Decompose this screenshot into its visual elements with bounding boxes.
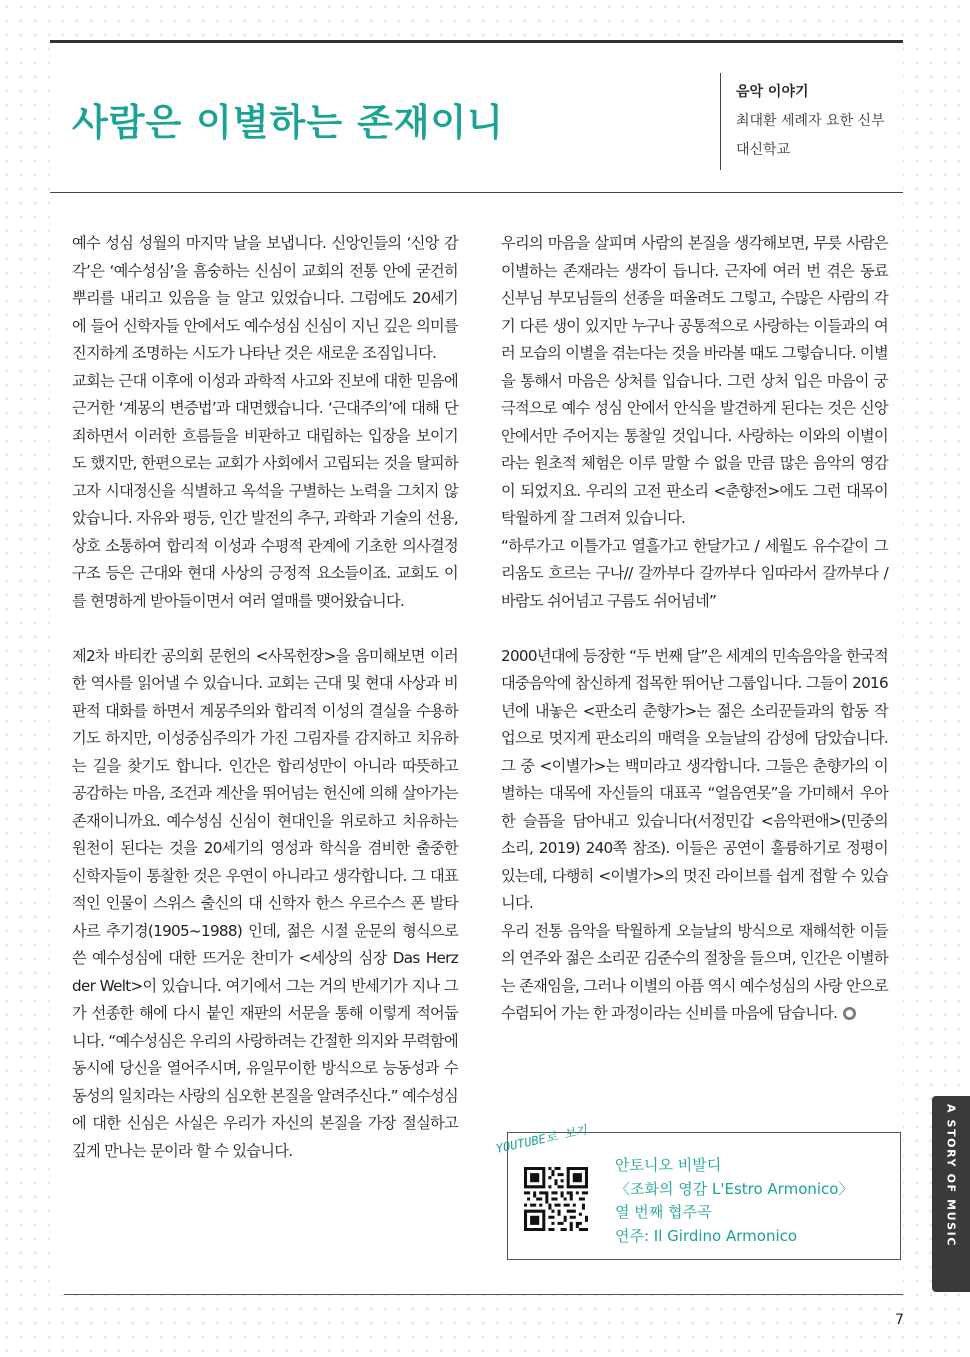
right-column [501, 230, 888, 1028]
qr-code-icon[interactable] [524, 1167, 588, 1231]
top-rule [50, 40, 903, 43]
youtube-recommendation-box [507, 1132, 901, 1260]
paragraph: 예수 성심 성월의 마지막 날을 보냅니다. 신앙인들의 ‘신앙 감각’은 ‘예수성심’을 흠숭하는 신심이 교회의 전통 안에 굳건히 뿌리를 내리고 있음을 늘 알고 있었습니다. 그럼에도 20세기에 들어 신학자들 안에서도 예수성심 신심이 지닌 깊은 의미를 진지하게 조명하는 시도가 나타난 것은 새로운 조짐입니다. [72, 234, 458, 362]
header-rule [50, 192, 903, 193]
bottom-rule [64, 1294, 903, 1295]
paragraph: 제2차 바티칸 공의회 문헌의 <사목헌장>을 음미해보면 이러한 역사를 읽어낼 수 있습니다. 교회는 근대 및 현대 사상과 비판적 대화를 하면서 계몽주의와 합리적 이성의 결실을 수용하기도 하지만, 이성중심주의가 가진 그림자를 감지하고 치유하는 길을 찾기도 합니다. 인간은 합리성만이 아니라 따뜻하고 공감하는 마음, 조건과 계산을 뛰어넘는 헌신에 의해 살아가는 존재이니까요. 예수성심 신심이 현대인을 위로하고 치유하는 원천이 된다는 것을 20세기의 영성과 학식을 겸비한 출중한 신학자들이 통찰한 것은 우연이 아니라고 생각합니다. 그 대표적인 인물이 스위스 출신의 대 신학자 한스 우르수스 폰 발타사르 추기경(1905~1988) 인데, 젊은 시절 운문의 형식으로 쓴 예수성심에 대한 뜨거운 찬미가 <세상의 심장 Das Herz der Welt>이 있습니다. 여기에서 그는 거의 반세기가 지나 그가 선종한 해에 다시 붙인 재판의 서문을 통해 이렇게 적어둡니다. “예수성심은 우리의 사랑하려는 간절한 의지와 무력함에 동시에 당신을 열어주시며, 유일무이한 방식으로 능동성과 수동성의 일치라는 사랑의 심오한 본질을 알려주신다.” 예수성심에 대한 신심은 사실은 우리가 자신의 본질을 가장 절실하고 깊게 만나는 문이라 할 수 있습니다. [72, 646, 458, 1160]
section-side-tab [932, 1096, 970, 1292]
performer: 연주: Il Girdino Armonico [615, 1226, 798, 1245]
article-title: 사람은 이별하는 존재이니 [72, 101, 504, 144]
circle-ornament-icon [843, 1007, 856, 1020]
left-column [72, 230, 458, 1165]
paragraph: 우리의 마음을 살피며 사람의 본질을 생각해보면, 무릇 사람은 이별하는 존재라는 생각이 듭니다. 근자에 여러 번 겪은 동료 신부님 부모님들의 선종을 떠올려도 그렇고, 수많은 사람의 각기 다른 생이 있지만 누구나 공통적으로 사랑하는 이들과의 여러 모습의 이별을 겪는다는 것을 바라볼 때도 그렇습니다. 이별을 통해서 마음은 상처를 입습니다. 그런 상처 입은 마음이 궁극적으로 예수 성심 안에서 안식을 발견하게 된다는 것은 신앙안에서만 주어지는 통찰일 것입니다. 사랑하는 이와의 이별이라는 원초적 체험은 이루 말할 수 없을 만큼 많은 음악의 영감이 되었지요. 우리의 고전 판소리 <춘향전>에도 그런 대목이 탁월하게 잘 그려져 있습니다. [501, 234, 888, 527]
lyrics-quote: “하루가고 이틀가고 열흘가고 한달가고 / 세월도 유수같이 그리움도 흐르는 구나// 갈까부다 갈까부다 임따라서 갈까부다 / 바람도 쉬어넘고 구름도 쉬어넘네” [501, 536, 888, 610]
piece-title: 열 번째 협주곡 [615, 1203, 712, 1221]
work-title: 〈조화의 영감 L'Estro Armonico〉 [615, 1179, 854, 1198]
side-tab-label: A STORY OF MUSIC [944, 1104, 958, 1248]
paragraph: 교회는 근대 이후에 이성과 과학적 사고와 진보에 대한 믿음에 근거한 ‘계몽의 변증법’과 대면했습니다. ‘근대주의’에 대해 단죄하면서 이러한 흐름들을 비판하고 대립하는 입장을 보이기도 했지만, 한편으로는 교회가 사회에서 고립되는 것을 탈피하고자 시대정신을 식별하고 옥석을 구별하는 노력을 그치지 않았습니다. 자유와 평등, 인간 발전의 추구, 과학과 기술의 선용, 상호 소통하여 합리적 이성과 수평적 관계에 기초한 의사결정 구조 등은 근대와 현대 사상의 긍정적 요소들이죠. 교회도 이를 현명하게 받아들이면서 여러 열매를 맺어왔습니다. [72, 371, 458, 610]
music-info [615, 1154, 853, 1248]
article-category: 음악 이야기 [736, 84, 809, 100]
header-divider [720, 73, 721, 170]
page-number: 7 [895, 1312, 904, 1328]
youtube-label: YOUTUBE로 보기 [494, 1122, 589, 1156]
article-author: 최대환 세례자 요한 신부 [736, 113, 885, 129]
composer-name: 안토니오 비발디 [615, 1156, 722, 1174]
paragraph: 2000년대에 등장한 “두 번째 달”은 세계의 민속음악을 한국적 대중음악에 참신하게 접목한 뛰어난 그룹입니다. 그들이 2016년에 내놓은 <판소리 춘향가>는 젊은 소리꾼들과의 합동 작업으로 멋지게 판소리의 매력을 오늘날의 감성에 담았습니다. 그 중 <이별가>는 백미라고 생각합니다. 그들은 춘향가의 이별하는 대목에 자신들의 대표곡 “얼음연못”을 가미해서 우아한 슬픔을 담아내고 있습니다(서정민갑 <음악편애>(민중의 소리, 2019) 240쪽 참조). 이들은 공연이 훌륭하기로 정평이 있는데, 다행히 <이별가>의 멋진 라이브를 쉽게 접할 수 있습니다. [501, 646, 888, 912]
article-page [50, 40, 903, 1295]
author-affiliation: 대신학교 [736, 142, 791, 158]
paragraph-text: 우리 전통 음악을 탁월하게 오늘날의 방식으로 재해석한 이들의 연주와 젊은 소리꾼 김준수의 절창을 들으며, 인간은 이별하는 존재임을, 그러나 이별의 아픔 역시 예수성심의 사랑 안으로 수렴되어 가는 한 과정이라는 신비를 마음에 담습니다. [501, 921, 888, 1022]
paragraph-final [501, 918, 888, 1028]
article-meta [736, 78, 885, 165]
